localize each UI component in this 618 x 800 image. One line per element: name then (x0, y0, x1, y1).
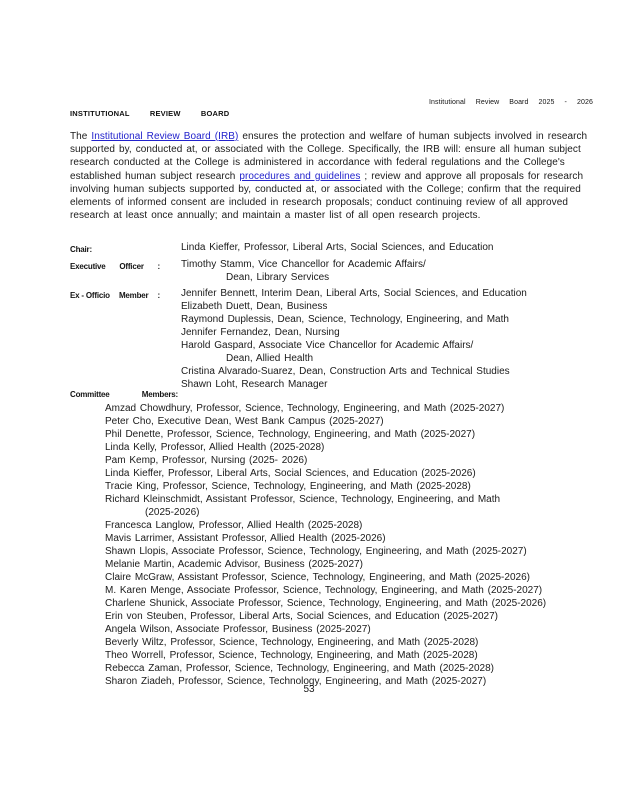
committee-member-line: Phil Denette, Professor, Science, Technology, Engineering, and Math (2025-2027) (105, 429, 476, 440)
role-value-line: Jennifer Bennett, Interim Dean, Liberal Arts, Social Sciences, and Education (181, 288, 527, 300)
ex-officio-value (181, 288, 594, 391)
role-value-line: Linda Kieffer, Professor, Liberal Arts, Social Sciences, and Education (181, 242, 494, 253)
committee-members-label (70, 388, 594, 401)
chair-value (181, 242, 594, 255)
label-word: : (157, 261, 160, 271)
committee-member-line: Melanie Martin, Academic Advisor, Business (2025-2027) (105, 559, 363, 570)
label-word: Executive (70, 261, 106, 271)
page-title: INSTITUTIONAL REVIEW BOARD (70, 109, 230, 118)
running-header: Institutional Review Board 2025 - 2026 (428, 99, 593, 106)
irb-link[interactable]: Institutional Review Board (IRB) (91, 131, 239, 142)
label-word: Ex - Officio (70, 290, 110, 300)
committee-member-line: Francesca Langlow, Professor, Allied Health (2025-2028) (105, 520, 363, 531)
executive-officer-label-parts (70, 261, 160, 274)
intro-text-run: The (70, 131, 92, 142)
label-word: Officer (119, 261, 144, 271)
role-value-line: Dean, Allied Health (226, 352, 314, 364)
committee-member-line: Pam Kemp, Professor, Nursing (2025- 2026) (105, 455, 308, 466)
committee-section (70, 388, 594, 688)
ex-officio-label-parts (70, 290, 160, 303)
committee-member-line: Shawn Llopis, Associate Professor, Science, Technology, Engineering, and Math (2025-2027) (105, 546, 527, 557)
committee-member-line: Claire McGraw, Assistant Professor, Science, Technology, Engineering, and Math (2025-2026) (105, 572, 530, 583)
role-value-line: Jennifer Fernandez, Dean, Nursing (181, 326, 340, 338)
ex-officio-row (70, 288, 594, 391)
role-value-line: Harold Gaspard, Associate Vice Chancellor for Academic Affairs/ (181, 339, 474, 351)
role-value-line: Dean, Library Services (226, 272, 330, 284)
role-value-line: Elizabeth Duett, Dean, Business (181, 301, 328, 313)
executive-officer-row (70, 259, 594, 285)
committee-member-line: Linda Kelly, Professor, Allied Health (2025-2028) (105, 442, 325, 453)
committee-member-line: M. Karen Menge, Associate Professor, Science, Technology, Engineering, and Math (2025-2027) (105, 585, 543, 596)
role-value-line: Cristina Alvarado-Suarez, Dean, Construction Arts and Technical Studies (181, 365, 510, 377)
chair-row (70, 242, 594, 256)
committee-member-line: Erin von Steuben, Professor, Liberal Arts, Social Sciences, and Education (2025-2027) (105, 611, 499, 622)
committee-member-line: Mavis Larrimer, Assistant Professor, Allied Health (2025-2026) (105, 533, 386, 544)
label-word: Member (118, 290, 149, 300)
committee-member-line: Peter Cho, Executive Dean, West Bank Campus (2025-2027) (105, 416, 384, 427)
executive-officer-value (181, 259, 594, 285)
role-value-line: Shawn Loht, Research Manager (181, 378, 328, 390)
committee-member-line: Amzad Chowdhury, Professor, Science, Technology, Engineering, and Math (2025-2027) (105, 403, 505, 414)
committee-member-line: Tracie King, Professor, Science, Technology, Engineering, and Math (2025-2028) (105, 481, 471, 492)
committee-member-line: Sharon Ziadeh, Professor, Science, Technology, Engineering, and Math (2025-2027) (105, 676, 487, 687)
role-value-line: Raymond Duplessis, Dean, Science, Technology, Engineering, and Math (181, 314, 509, 326)
intro-paragraph (70, 130, 594, 222)
ex-officio-label (70, 288, 181, 302)
intro-text-run: ; review and approve all proposals for research involving human subjects supported by, conducted at, or associated with the College; confirm that the required elements of informed consent are included in research proposals; conduct continuing review of all approved research at least once annually; and maintain a master list of all open research projects. (70, 170, 584, 222)
committee-member-line: Richard Kleinschmidt, Assistant Professor, Science, Technology, Engineering, and Math (105, 494, 501, 505)
label-word: Chair: (70, 244, 92, 254)
executive-officer-label (70, 259, 181, 273)
committee-member-line: (2025-2026) (145, 507, 200, 518)
role-value-line: Timothy Stamm, Vice Chancellor for Academic Affairs/ (181, 259, 426, 271)
label-word: Members: (141, 390, 178, 399)
label-word: Committee (70, 390, 110, 399)
roles-section (70, 242, 594, 394)
label-word: : (157, 290, 160, 300)
committee-member-line: Rebecca Zaman, Professor, Science, Technology, Engineering, and Math (2025-2028) (105, 663, 494, 674)
committee-member-line: Angela Wilson, Associate Professor, Business (2025-2027) (105, 624, 371, 635)
committee-member-line: Theo Worrell, Professor, Science, Technology, Engineering, and Math (2025-2028) (105, 650, 478, 661)
chair-label (70, 242, 181, 256)
committee-member-line: Linda Kieffer, Professor, Liberal Arts, Social Sciences, and Education (2025-2026) (105, 468, 476, 479)
committee-member-list (105, 402, 594, 688)
page-number: 53 (303, 684, 315, 695)
intro-text-run: ensures the protection and welfare of human subjects involved in research supported by, conducted at, or associated with the College. Specifically, the IRB will: ensure all human subject research conducted at the College is administered in accordance with federal regulations and the College's established human subject research (70, 131, 588, 182)
chair-label-parts (70, 244, 160, 257)
procedures-guidelines-link[interactable]: procedures and guidelines (239, 170, 361, 182)
committee-label-parts (70, 388, 178, 401)
committee-member-line: Charlene Shunick, Associate Professor, Science, Technology, Engineering, and Math (2025-2026) (105, 598, 547, 609)
committee-member-line: Beverly Wiltz, Professor, Science, Technology, Engineering, and Math (2025-2028) (105, 637, 479, 648)
